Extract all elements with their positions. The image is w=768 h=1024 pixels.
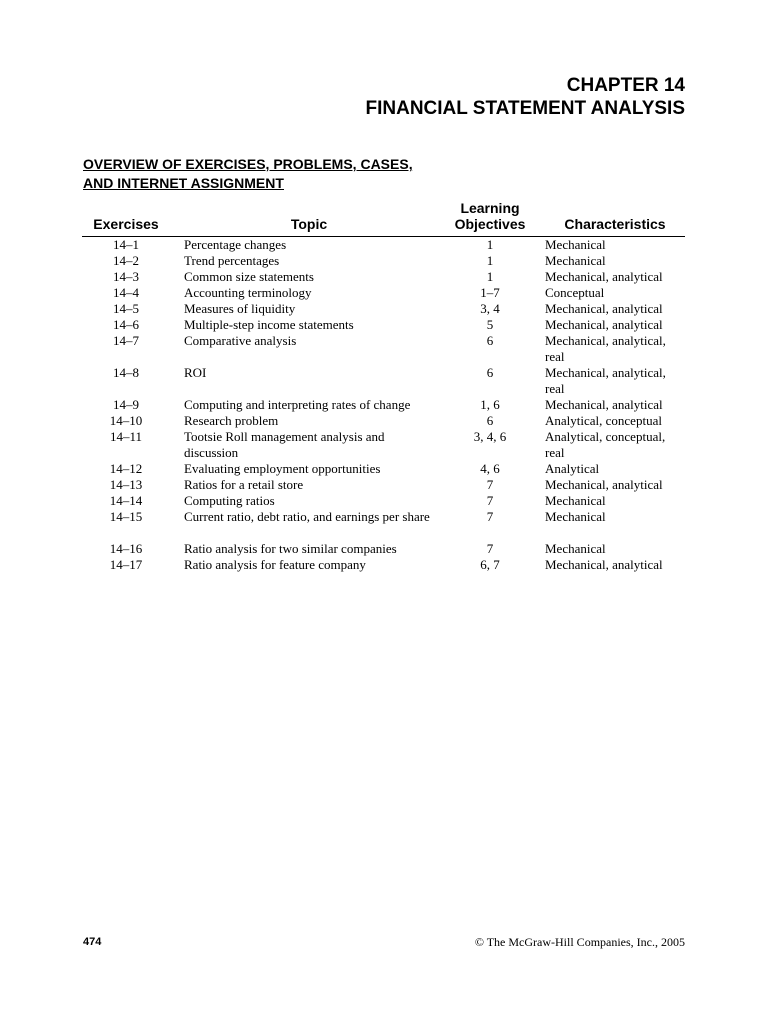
exercise-topic: Ratios for a retail store	[184, 477, 304, 492]
table-row	[82, 429, 685, 461]
learning-objectives: 1	[486, 237, 494, 252]
exercise-characteristics: Conceptual	[545, 285, 605, 300]
table-row	[82, 493, 685, 509]
exercise-number: 14–1	[113, 237, 139, 252]
table-row	[82, 461, 685, 477]
exercise-topic: ROI	[184, 365, 207, 380]
learning-objectives: 7	[486, 477, 494, 492]
col-header-exercises: Exercises	[93, 216, 159, 232]
learning-objectives: 1	[486, 269, 494, 284]
chapter-title: FINANCIAL STATEMENT ANALYSIS	[365, 98, 685, 119]
learning-objectives: 1–7	[480, 285, 500, 300]
exercise-characteristics: Mechanical, analytical	[545, 317, 663, 332]
exercise-topic: Ratio analysis for feature company	[184, 557, 366, 572]
exercise-number: 14–16	[109, 541, 143, 556]
exercise-number: 14–4	[113, 285, 139, 300]
table-row	[82, 269, 685, 285]
exercise-number: 14–14	[109, 493, 143, 508]
exercise-characteristics: Analytical, conceptual, real	[545, 429, 666, 460]
exercise-number: 14–17	[109, 557, 143, 572]
col-header-learning-objectives	[440, 200, 540, 232]
exercise-topic: Accounting terminology	[184, 285, 312, 300]
table-row	[82, 477, 685, 493]
learning-objectives: 6, 7	[480, 557, 500, 572]
table-row	[82, 397, 685, 413]
exercise-number: 14–7	[113, 333, 139, 348]
exercise-characteristics: Mechanical, analytical	[545, 269, 663, 284]
exercise-number: 14–12	[109, 461, 143, 476]
exercise-characteristics: Mechanical, analytical	[545, 301, 663, 316]
learning-objectives: 7	[486, 493, 494, 508]
exercise-topic: Computing ratios	[184, 493, 275, 508]
exercise-topic: Current ratio, debt ratio, and earnings per share	[184, 509, 430, 524]
learning-objectives: 6	[486, 333, 494, 348]
col-header-lo-line-1: Learning	[460, 200, 520, 216]
exercise-number: 14–15	[109, 509, 143, 524]
exercise-characteristics: Mechanical	[545, 493, 606, 508]
copyright-notice: © The McGraw-Hill Companies, Inc., 2005	[474, 935, 685, 949]
exercise-characteristics: Mechanical, analytical, real	[545, 365, 666, 396]
exercise-topic: Research problem	[184, 413, 279, 428]
exercise-number: 14–8	[113, 365, 139, 380]
page-number: 474	[83, 936, 102, 948]
exercise-number: 14–13	[109, 477, 143, 492]
exercise-number: 14–2	[113, 253, 139, 268]
exercise-topic: Ratio analysis for two similar companies	[184, 541, 397, 556]
exercise-topic: Percentage changes	[184, 237, 287, 252]
learning-objectives: 1	[486, 253, 494, 268]
table-row	[82, 317, 685, 333]
exercise-characteristics: Analytical	[545, 461, 600, 476]
learning-objectives: 6	[486, 413, 494, 428]
table-row	[82, 365, 685, 397]
exercise-characteristics: Mechanical	[545, 253, 606, 268]
table-row	[82, 333, 685, 365]
exercise-characteristics: Analytical, conceptual	[545, 413, 662, 428]
exercise-number: 14–5	[113, 301, 139, 316]
exercise-topic: Evaluating employment opportunities	[184, 461, 381, 476]
chapter-heading	[366, 74, 686, 120]
learning-objectives: 4, 6	[480, 461, 500, 476]
exercise-topic: Tootsie Roll management analysis and discussion	[184, 429, 385, 460]
exercise-number: 14–6	[113, 317, 139, 332]
learning-objectives: 5	[486, 317, 494, 332]
exercise-number: 14–9	[113, 397, 139, 412]
table-row	[82, 301, 685, 317]
exercise-characteristics: Mechanical	[545, 237, 606, 252]
exercise-number: 14–10	[109, 413, 143, 428]
learning-objectives: 7	[486, 541, 494, 556]
table-row	[82, 509, 685, 541]
exercise-characteristics: Mechanical, analytical	[545, 557, 663, 572]
col-header-lo-line-2: Objectives	[454, 216, 526, 232]
col-header-topic: Topic	[290, 216, 328, 232]
table-row	[82, 413, 685, 429]
chapter-number: CHAPTER 14	[566, 75, 685, 96]
exercise-characteristics: Mechanical	[545, 509, 606, 524]
table-row	[82, 253, 685, 269]
table-row	[82, 541, 685, 557]
exercise-topic: Measures of liquidity	[184, 301, 296, 316]
learning-objectives: 3, 4, 6	[473, 429, 507, 444]
exercise-characteristics: Mechanical, analytical	[545, 397, 663, 412]
exercise-topic: Multiple-step income statements	[184, 317, 354, 332]
exercise-characteristics: Mechanical, analytical	[545, 477, 663, 492]
exercise-topic: Trend percentages	[184, 253, 280, 268]
exercise-number: 14–11	[109, 429, 143, 444]
learning-objectives: 7	[486, 509, 494, 524]
exercise-characteristics: Mechanical	[545, 541, 606, 556]
section-heading	[83, 155, 413, 193]
table-row	[82, 557, 685, 573]
col-header-characteristics: Characteristics	[564, 216, 666, 232]
exercise-number: 14–3	[113, 269, 139, 284]
section-heading-line-1: OVERVIEW OF EXERCISES, PROBLEMS, CASES,	[83, 156, 413, 172]
section-heading-line-2: AND INTERNET ASSIGNMENT	[83, 175, 284, 191]
learning-objectives: 3, 4	[480, 301, 500, 316]
table-row	[82, 237, 685, 253]
table-row	[82, 285, 685, 301]
learning-objectives: 1, 6	[480, 397, 500, 412]
exercise-topic: Common size statements	[184, 269, 314, 284]
exercise-table-body	[82, 237, 685, 573]
learning-objectives: 6	[486, 365, 494, 380]
exercise-topic: Computing and interpreting rates of change	[184, 397, 411, 412]
exercise-topic: Comparative analysis	[184, 333, 297, 348]
exercise-characteristics: Mechanical, analytical, real	[545, 333, 666, 364]
